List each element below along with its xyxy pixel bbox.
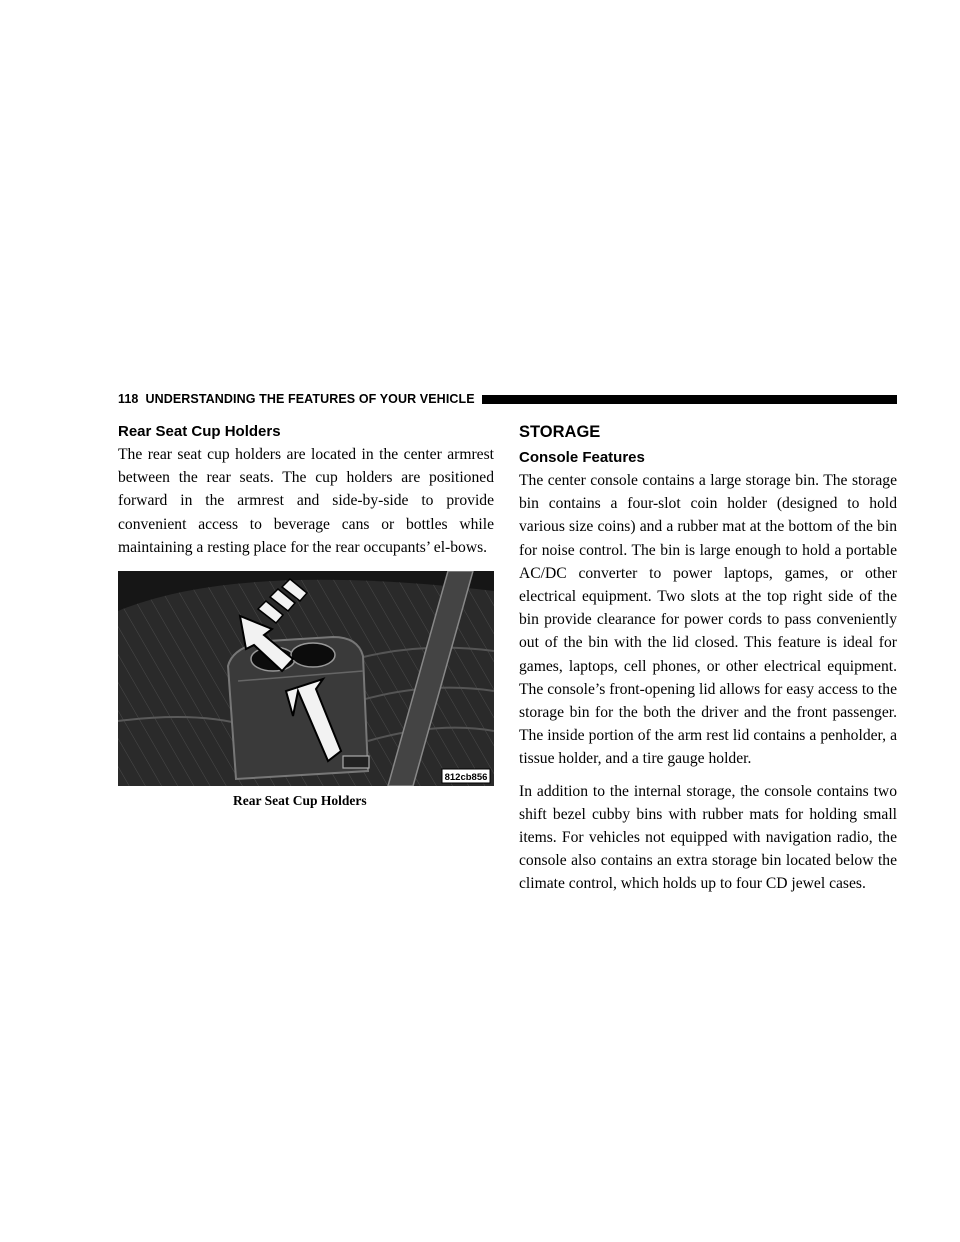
- page-header: [118, 391, 897, 407]
- console-features-paragraph-1: The center console contains a large storage bin. The storage bin contains a four-slot coin holder (designed to hold various size coins) and a rubber mat at the bottom of the bin for noise control. The bin is large enough to hold a portable AC/DC converter to power laptops, games, or other electrical equipment. Two slots at the top right side of the bin provide clearance for power cords to pass conveniently out of the bin with the lid closed. This feature is ideal for games, laptops, cell phones, or other electrical equipment. The console’s front-opening lid allows for easy access to the storage bin for the both the driver and the front passenger. The inside portion of the arm rest lid contains a penholder, a tissue holder, and a tire gauge holder.: [519, 472, 897, 768]
- rear-seat-cup-holders-figure: [118, 571, 494, 786]
- header-rule: [482, 395, 897, 404]
- storage-heading: STORAGE: [519, 423, 601, 441]
- right-column: [519, 420, 897, 896]
- figure-caption: Rear Seat Cup Holders: [233, 793, 367, 809]
- console-features-paragraph-2: In addition to the internal storage, the console contains two shift bezel cubby bins with rubber mats for holding small items. For vehicles not equipped with navigation radio, the console also contains an extra storage bin located below the climate control, which holds up to four CD jewel cases.: [519, 782, 897, 893]
- console-features-heading: Console Features: [519, 449, 645, 466]
- armrest-illustration: [118, 571, 494, 786]
- page-number: 118: [118, 392, 139, 406]
- rear-seat-cup-holders-heading: Rear Seat Cup Holders: [118, 423, 281, 440]
- figure-code: 812cb856: [444, 772, 488, 784]
- left-column: [118, 420, 494, 809]
- chapter-title: UNDERSTANDING THE FEATURES OF YOUR VEHICLE: [145, 392, 475, 406]
- rear-seat-cup-holders-paragraph: The rear seat cup holders are located in the center armrest between the rear seats. The cup holders are positioned forward in the armrest and side-by-side to provide convenient access to beverage cans or bottles while maintaining a resting place for the rear occupants’ el-bows.: [118, 446, 494, 556]
